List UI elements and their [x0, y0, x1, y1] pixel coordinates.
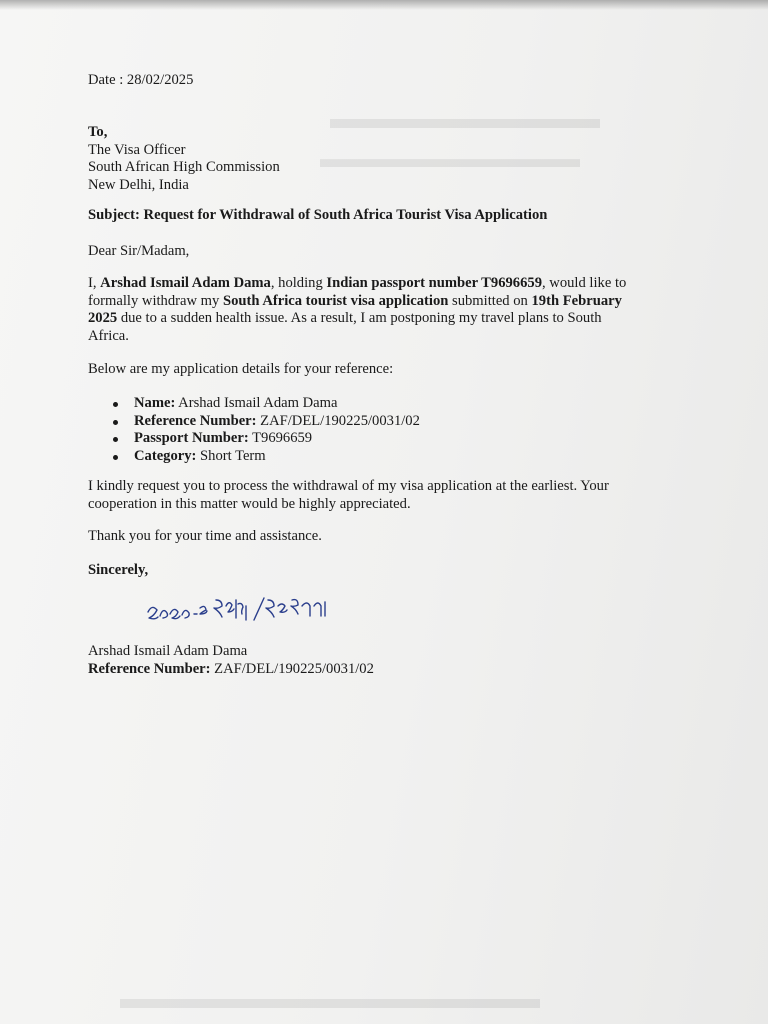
list-item: Name: Arshad Ismail Adam Dama [113, 395, 613, 413]
salutation: Dear Sir/Madam, [88, 243, 190, 259]
application-details-list [113, 395, 613, 465]
request-paragraph: I kindly request you to process the withdrawal of my visa application at the earliest. Your cooperation in this matter would be highly appreciated. [88, 478, 609, 512]
letter-subject: Subject: Request for Withdrawal of South Africa Tourist Visa Application [88, 207, 548, 223]
letter-date: Date : 28/02/2025 [88, 72, 194, 88]
reverse-side-bleed: ▬▬▬▬▬▬▬▬▬ [330, 102, 600, 135]
bullet-icon [113, 437, 118, 442]
recipient-org: South African High Commission [88, 159, 280, 176]
bullet-icon [113, 455, 118, 460]
submission-date: 19th February [531, 292, 622, 309]
bullet-icon [113, 402, 118, 407]
signer-block [88, 643, 648, 678]
submission-year: 2025 [88, 310, 118, 327]
closing: Sincerely, [88, 562, 149, 578]
reverse-side-bleed: ▬▬▬▬▬▬▬▬▬▬▬▬▬▬ [120, 982, 540, 1015]
recipient-title: The Visa Officer [88, 141, 186, 158]
handwritten-signature [142, 590, 362, 630]
withdrawal-paragraph: I, Arshad Ismail Adam Dama, holding Indian passport number T9696659, would like to formally withdraw my South Africa tourist visa application submitted on 19th February 2025 due to a sudden health issue. As a result, I am postponing my travel plans to South Africa. [88, 275, 627, 344]
page-edge-shadow [0, 0, 768, 10]
list-item: Reference Number: ZAF/DEL/190225/0031/02 [113, 413, 613, 431]
visa-application: South Africa tourist visa application [222, 292, 449, 309]
recipient-city: New Delhi, India [88, 176, 189, 193]
reverse-side-bleed: ▬▬▬▬▬▬▬▬▬▬ [320, 143, 580, 173]
signer-reference: Reference Number: ZAF/DEL/190225/0031/02 [88, 660, 374, 677]
details-intro: Below are my application details for your reference: [88, 361, 394, 377]
thanks-line: Thank you for your time and assistance. [88, 528, 322, 544]
list-item: Category: Short Term [113, 448, 613, 466]
passport-number: Indian passport number T9696659 [326, 275, 542, 291]
recipient-address [88, 124, 648, 194]
applicant-name: Arshad Ismail Adam Dama [100, 275, 271, 291]
to-label: To, [88, 124, 108, 140]
list-item: Passport Number: T9696659 [113, 430, 613, 448]
bullet-icon [113, 420, 118, 425]
signer-name: Arshad Ismail Adam Dama [88, 643, 248, 659]
